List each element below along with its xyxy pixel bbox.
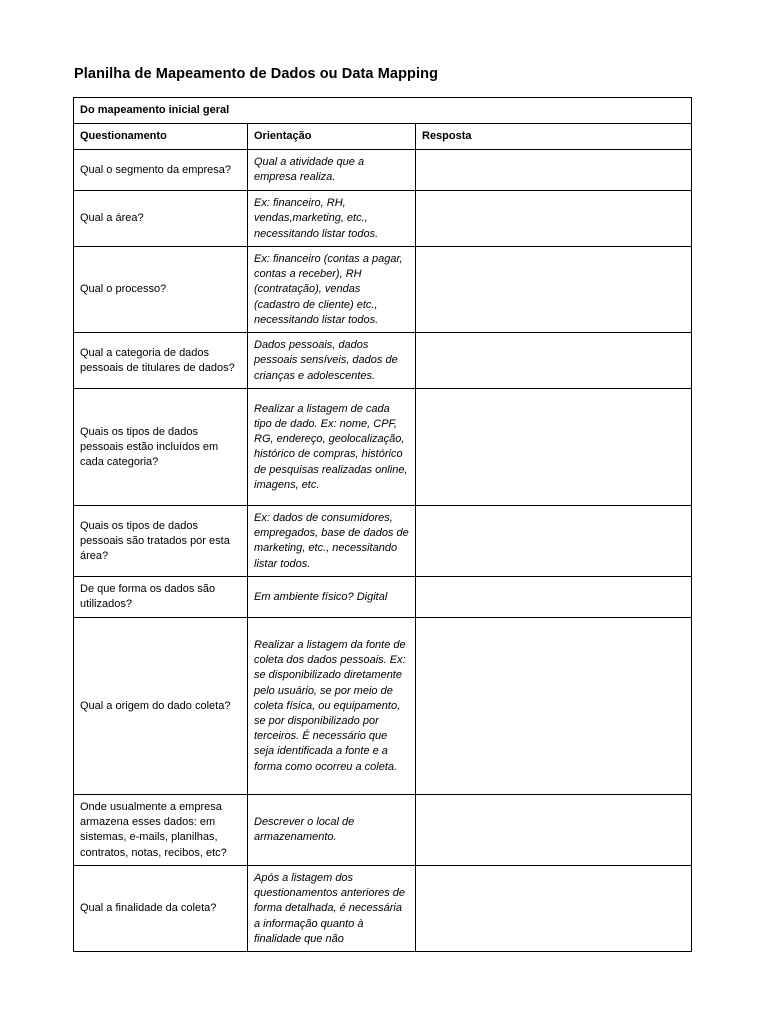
guidance-cell: Descrever o local de armazenamento. xyxy=(248,795,416,866)
guidance-cell: Ex: financeiro, RH, vendas,marketing, etc., necessitando listar todos. xyxy=(248,191,416,247)
question-cell: De que forma os dados são utilizados? xyxy=(74,577,248,618)
guidance-cell: Dados pessoais, dados pessoais sensíveis, dados de crianças e adolescentes. xyxy=(248,333,416,389)
question-cell: Qual o segmento da empresa? xyxy=(74,150,248,191)
question-cell: Qual a área? xyxy=(74,191,248,247)
document-title: Planilha de Mapeamento de Dados ou Data Mapping xyxy=(74,66,439,82)
table-row xyxy=(74,866,692,952)
guidance-cell: Em ambiente físico? Digital xyxy=(248,577,416,618)
answer-cell[interactable] xyxy=(416,795,692,866)
table-row xyxy=(74,247,692,333)
question-cell: Qual a origem do dado coleta? xyxy=(74,618,248,795)
answer-cell[interactable] xyxy=(416,150,692,191)
guidance-cell: Qual a atividade que a empresa realiza. xyxy=(248,150,416,191)
question-cell: Qual a categoria de dados pessoais de titulares de dados? xyxy=(74,333,248,389)
column-header-row xyxy=(74,124,692,150)
section-header-row xyxy=(74,98,692,124)
guidance-cell: Realizar a listagem da fonte de coleta dos dados pessoais. Ex: se disponibilizado diretamente pelo usuário, se por meio de coleta física, ou equipamento, se por disponibilizado por terceiros. É necessário que seja identificada a fonte e a forma como ocorreu a coleta. xyxy=(248,618,416,795)
answer-cell[interactable] xyxy=(416,506,692,577)
table-row xyxy=(74,618,692,795)
question-cell: Onde usualmente a empresa armazena esses dados: em sistemas, e-mails, planilhas, contratos, notas, recibos, etc? xyxy=(74,795,248,866)
data-mapping-table xyxy=(73,97,692,952)
table-row xyxy=(74,389,692,506)
answer-cell[interactable] xyxy=(416,247,692,333)
guidance-cell: Ex: dados de consumidores, empregados, base de dados de marketing, etc., necessitando listar todos. xyxy=(248,506,416,577)
table-row xyxy=(74,150,692,191)
column-header-guidance: Orientação xyxy=(248,124,416,150)
table-row xyxy=(74,333,692,389)
answer-cell[interactable] xyxy=(416,191,692,247)
table-row xyxy=(74,506,692,577)
guidance-cell: Após a listagem dos questionamentos anteriores de forma detalhada, é necessária a informação quanto à finalidade que não xyxy=(248,866,416,952)
question-cell: Quais os tipos de dados pessoais são tratados por esta área? xyxy=(74,506,248,577)
answer-cell[interactable] xyxy=(416,577,692,618)
guidance-cell: Ex: financeiro (contas a pagar, contas a receber), RH (contratação), vendas (cadastro de cliente) etc., necessitando listar todos. xyxy=(248,247,416,333)
section-header: Do mapeamento inicial geral xyxy=(74,98,692,124)
column-header-question: Questionamento xyxy=(74,124,248,150)
question-cell: Quais os tipos de dados pessoais estão incluídos em cada categoria? xyxy=(74,389,248,506)
question-cell: Qual a finalidade da coleta? xyxy=(74,866,248,952)
column-header-answer: Resposta xyxy=(416,124,692,150)
table-row xyxy=(74,795,692,866)
answer-cell[interactable] xyxy=(416,333,692,389)
table-row xyxy=(74,577,692,618)
guidance-cell: Realizar a listagem de cada tipo de dado. Ex: nome, CPF, RG, endereço, geolocalização, histórico de compras, histórico de pesquisas realizadas online, imagens, etc. xyxy=(248,389,416,506)
answer-cell[interactable] xyxy=(416,866,692,952)
answer-cell[interactable] xyxy=(416,389,692,506)
table-row xyxy=(74,191,692,247)
answer-cell[interactable] xyxy=(416,618,692,795)
question-cell: Qual o processo? xyxy=(74,247,248,333)
